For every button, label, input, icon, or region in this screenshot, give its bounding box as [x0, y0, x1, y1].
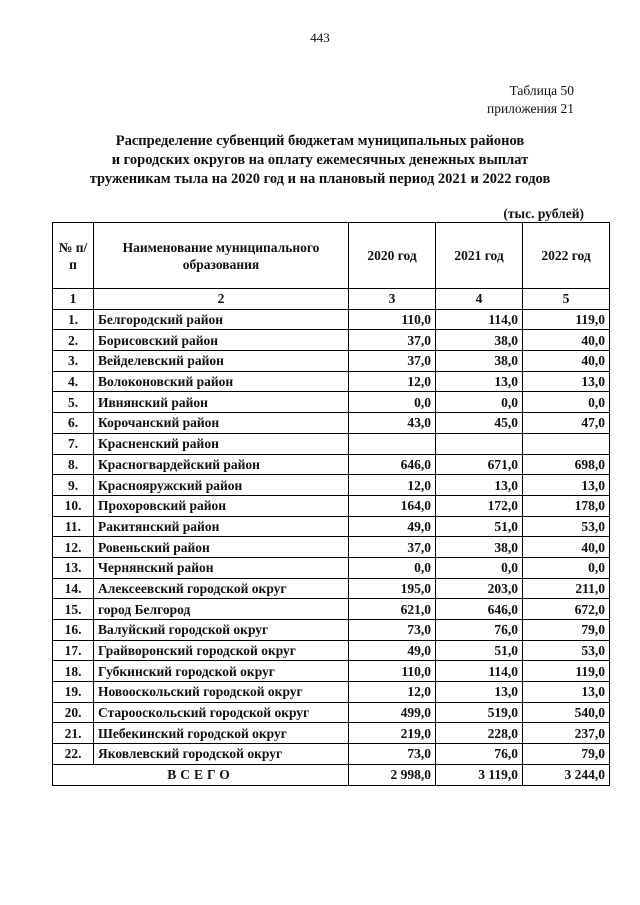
total-2021: 3 119,0: [436, 764, 523, 785]
row-number: 1.: [53, 309, 94, 330]
table-row: [53, 433, 610, 454]
value-2022: 40,0: [523, 330, 610, 351]
total-row: [53, 764, 610, 785]
value-2021: 76,0: [436, 744, 523, 765]
header-row: [53, 223, 610, 289]
document-title: [0, 132, 640, 189]
value-2020: 12,0: [349, 682, 436, 703]
value-2021: 13,0: [436, 371, 523, 392]
row-number: 18.: [53, 661, 94, 682]
row-number: 21.: [53, 723, 94, 744]
header-2022: 2022 год: [523, 223, 610, 289]
table-row: [53, 537, 610, 558]
table-row: [53, 744, 610, 765]
row-number: 13.: [53, 557, 94, 578]
value-2022: 698,0: [523, 454, 610, 475]
header-name: Наименование муниципального образования: [94, 223, 349, 289]
value-2020: 37,0: [349, 330, 436, 351]
value-2021: 38,0: [436, 537, 523, 558]
value-2020: 73,0: [349, 620, 436, 641]
row-name: Чернянский район: [94, 557, 349, 578]
value-2020: 646,0: [349, 454, 436, 475]
value-2021: 114,0: [436, 661, 523, 682]
row-number: 16.: [53, 620, 94, 641]
table-row: [53, 475, 610, 496]
row-number: 6.: [53, 413, 94, 434]
value-2021: 172,0: [436, 495, 523, 516]
value-2020: 12,0: [349, 371, 436, 392]
row-number: 7.: [53, 433, 94, 454]
row-name: Белгородский район: [94, 309, 349, 330]
row-number: 20.: [53, 702, 94, 723]
value-2020: 43,0: [349, 413, 436, 434]
value-2021: 0,0: [436, 392, 523, 413]
row-name: Борисовский район: [94, 330, 349, 351]
value-2021: 646,0: [436, 599, 523, 620]
value-2021: 114,0: [436, 309, 523, 330]
row-name: Красногвардейский район: [94, 454, 349, 475]
col-number: 2: [94, 289, 349, 310]
title-line2: и городских округов на оплату ежемесячных денежных выплат: [111, 152, 529, 168]
header-2021: 2021 год: [436, 223, 523, 289]
value-2021: 38,0: [436, 330, 523, 351]
value-2021: 13,0: [436, 475, 523, 496]
value-2020: 49,0: [349, 516, 436, 537]
table-row: [53, 413, 610, 434]
value-2021: 0,0: [436, 557, 523, 578]
table-row: [53, 682, 610, 703]
row-number: 2.: [53, 330, 94, 351]
value-2022: 79,0: [523, 620, 610, 641]
row-number: 4.: [53, 371, 94, 392]
row-name: Корочанский район: [94, 413, 349, 434]
row-number: 22.: [53, 744, 94, 765]
row-number: 10.: [53, 495, 94, 516]
row-name: Ровеньский район: [94, 537, 349, 558]
row-name: Ракитянский район: [94, 516, 349, 537]
value-2021: 45,0: [436, 413, 523, 434]
value-2022: 119,0: [523, 309, 610, 330]
row-number: 15.: [53, 599, 94, 620]
column-number-row: [53, 289, 610, 310]
subsidy-table: [52, 222, 610, 786]
table-row: [53, 723, 610, 744]
row-number: 9.: [53, 475, 94, 496]
col-number: 1: [53, 289, 94, 310]
total-2020: 2 998,0: [349, 764, 436, 785]
value-2021: 38,0: [436, 351, 523, 372]
row-name: Прохоровский район: [94, 495, 349, 516]
row-name: Яковлевский городской округ: [94, 744, 349, 765]
value-2020: 164,0: [349, 495, 436, 516]
value-2022: 0,0: [523, 392, 610, 413]
page-number: 443: [310, 30, 330, 45]
row-name: Старооскольский городской округ: [94, 702, 349, 723]
table-row: [53, 371, 610, 392]
value-2021: 228,0: [436, 723, 523, 744]
value-2021: 671,0: [436, 454, 523, 475]
row-number: 19.: [53, 682, 94, 703]
row-number: 5.: [53, 392, 94, 413]
value-2020: 0,0: [349, 557, 436, 578]
value-2021: 51,0: [436, 516, 523, 537]
table-row: [53, 578, 610, 599]
value-2020: 49,0: [349, 640, 436, 661]
total-label: ВСЕГО: [53, 764, 349, 785]
value-2022: 53,0: [523, 516, 610, 537]
total-2022: 3 244,0: [523, 764, 610, 785]
table-reference: [487, 82, 574, 118]
value-2022: 540,0: [523, 702, 610, 723]
header-2020: 2020 год: [349, 223, 436, 289]
value-2020: 219,0: [349, 723, 436, 744]
value-2020: 73,0: [349, 744, 436, 765]
value-2022: [523, 433, 610, 454]
table-row: [53, 330, 610, 351]
value-2022: 672,0: [523, 599, 610, 620]
value-2021: 519,0: [436, 702, 523, 723]
row-number: 14.: [53, 578, 94, 599]
table-row: [53, 599, 610, 620]
value-2021: 13,0: [436, 682, 523, 703]
header-no: № п/п: [53, 223, 94, 289]
table-ref-line1: Таблица 50: [509, 83, 574, 98]
table-row: [53, 661, 610, 682]
value-2022: 13,0: [523, 475, 610, 496]
table-row: [53, 392, 610, 413]
value-2020: 621,0: [349, 599, 436, 620]
table-row: [53, 351, 610, 372]
table-row: [53, 454, 610, 475]
table-row: [53, 516, 610, 537]
value-2020: 110,0: [349, 661, 436, 682]
table-row: [53, 620, 610, 641]
value-2021: 203,0: [436, 578, 523, 599]
table-ref-line2: приложения 21: [486, 101, 574, 116]
row-name: Вейделевский район: [94, 351, 349, 372]
value-2022: 79,0: [523, 744, 610, 765]
row-number: 17.: [53, 640, 94, 661]
row-name: город Белгород: [94, 599, 349, 620]
value-2020: 12,0: [349, 475, 436, 496]
row-name: Валуйский городской округ: [94, 620, 349, 641]
table-row: [53, 557, 610, 578]
value-2022: 40,0: [523, 537, 610, 558]
title-line3: труженикам тыла на 2020 год и на плановый период 2021 и 2022 годов: [89, 171, 551, 187]
table-row: [53, 495, 610, 516]
col-number: 5: [523, 289, 610, 310]
row-name: Алексеевский городской округ: [94, 578, 349, 599]
value-2022: 13,0: [523, 371, 610, 392]
row-number: 8.: [53, 454, 94, 475]
col-number: 3: [349, 289, 436, 310]
table-row: [53, 702, 610, 723]
row-name: Шебекинский городской округ: [94, 723, 349, 744]
table-row: [53, 309, 610, 330]
col-number: 4: [436, 289, 523, 310]
value-2020: 37,0: [349, 537, 436, 558]
row-number: 12.: [53, 537, 94, 558]
value-2020: 499,0: [349, 702, 436, 723]
row-name: Новооскольский городской округ: [94, 682, 349, 703]
value-2020: 195,0: [349, 578, 436, 599]
row-number: 3.: [53, 351, 94, 372]
value-2022: 119,0: [523, 661, 610, 682]
value-2022: 47,0: [523, 413, 610, 434]
row-name: Волоконовский район: [94, 371, 349, 392]
value-2020: 110,0: [349, 309, 436, 330]
units-label: (тыс. рублей): [503, 206, 584, 221]
row-name: Ивнянский район: [94, 392, 349, 413]
value-2022: 237,0: [523, 723, 610, 744]
row-name: Грайворонский городской округ: [94, 640, 349, 661]
value-2021: 51,0: [436, 640, 523, 661]
row-number: 11.: [53, 516, 94, 537]
row-name: Красненский район: [94, 433, 349, 454]
value-2020: [349, 433, 436, 454]
row-name: Краснояружский район: [94, 475, 349, 496]
value-2022: 40,0: [523, 351, 610, 372]
value-2022: 178,0: [523, 495, 610, 516]
value-2021: [436, 433, 523, 454]
value-2021: 76,0: [436, 620, 523, 641]
value-2020: 0,0: [349, 392, 436, 413]
value-2020: 37,0: [349, 351, 436, 372]
value-2022: 13,0: [523, 682, 610, 703]
title-line1: Распределение субвенций бюджетам муниципальных районов: [115, 133, 525, 149]
row-name: Губкинский городской округ: [94, 661, 349, 682]
value-2022: 53,0: [523, 640, 610, 661]
table-row: [53, 640, 610, 661]
value-2022: 211,0: [523, 578, 610, 599]
value-2022: 0,0: [523, 557, 610, 578]
